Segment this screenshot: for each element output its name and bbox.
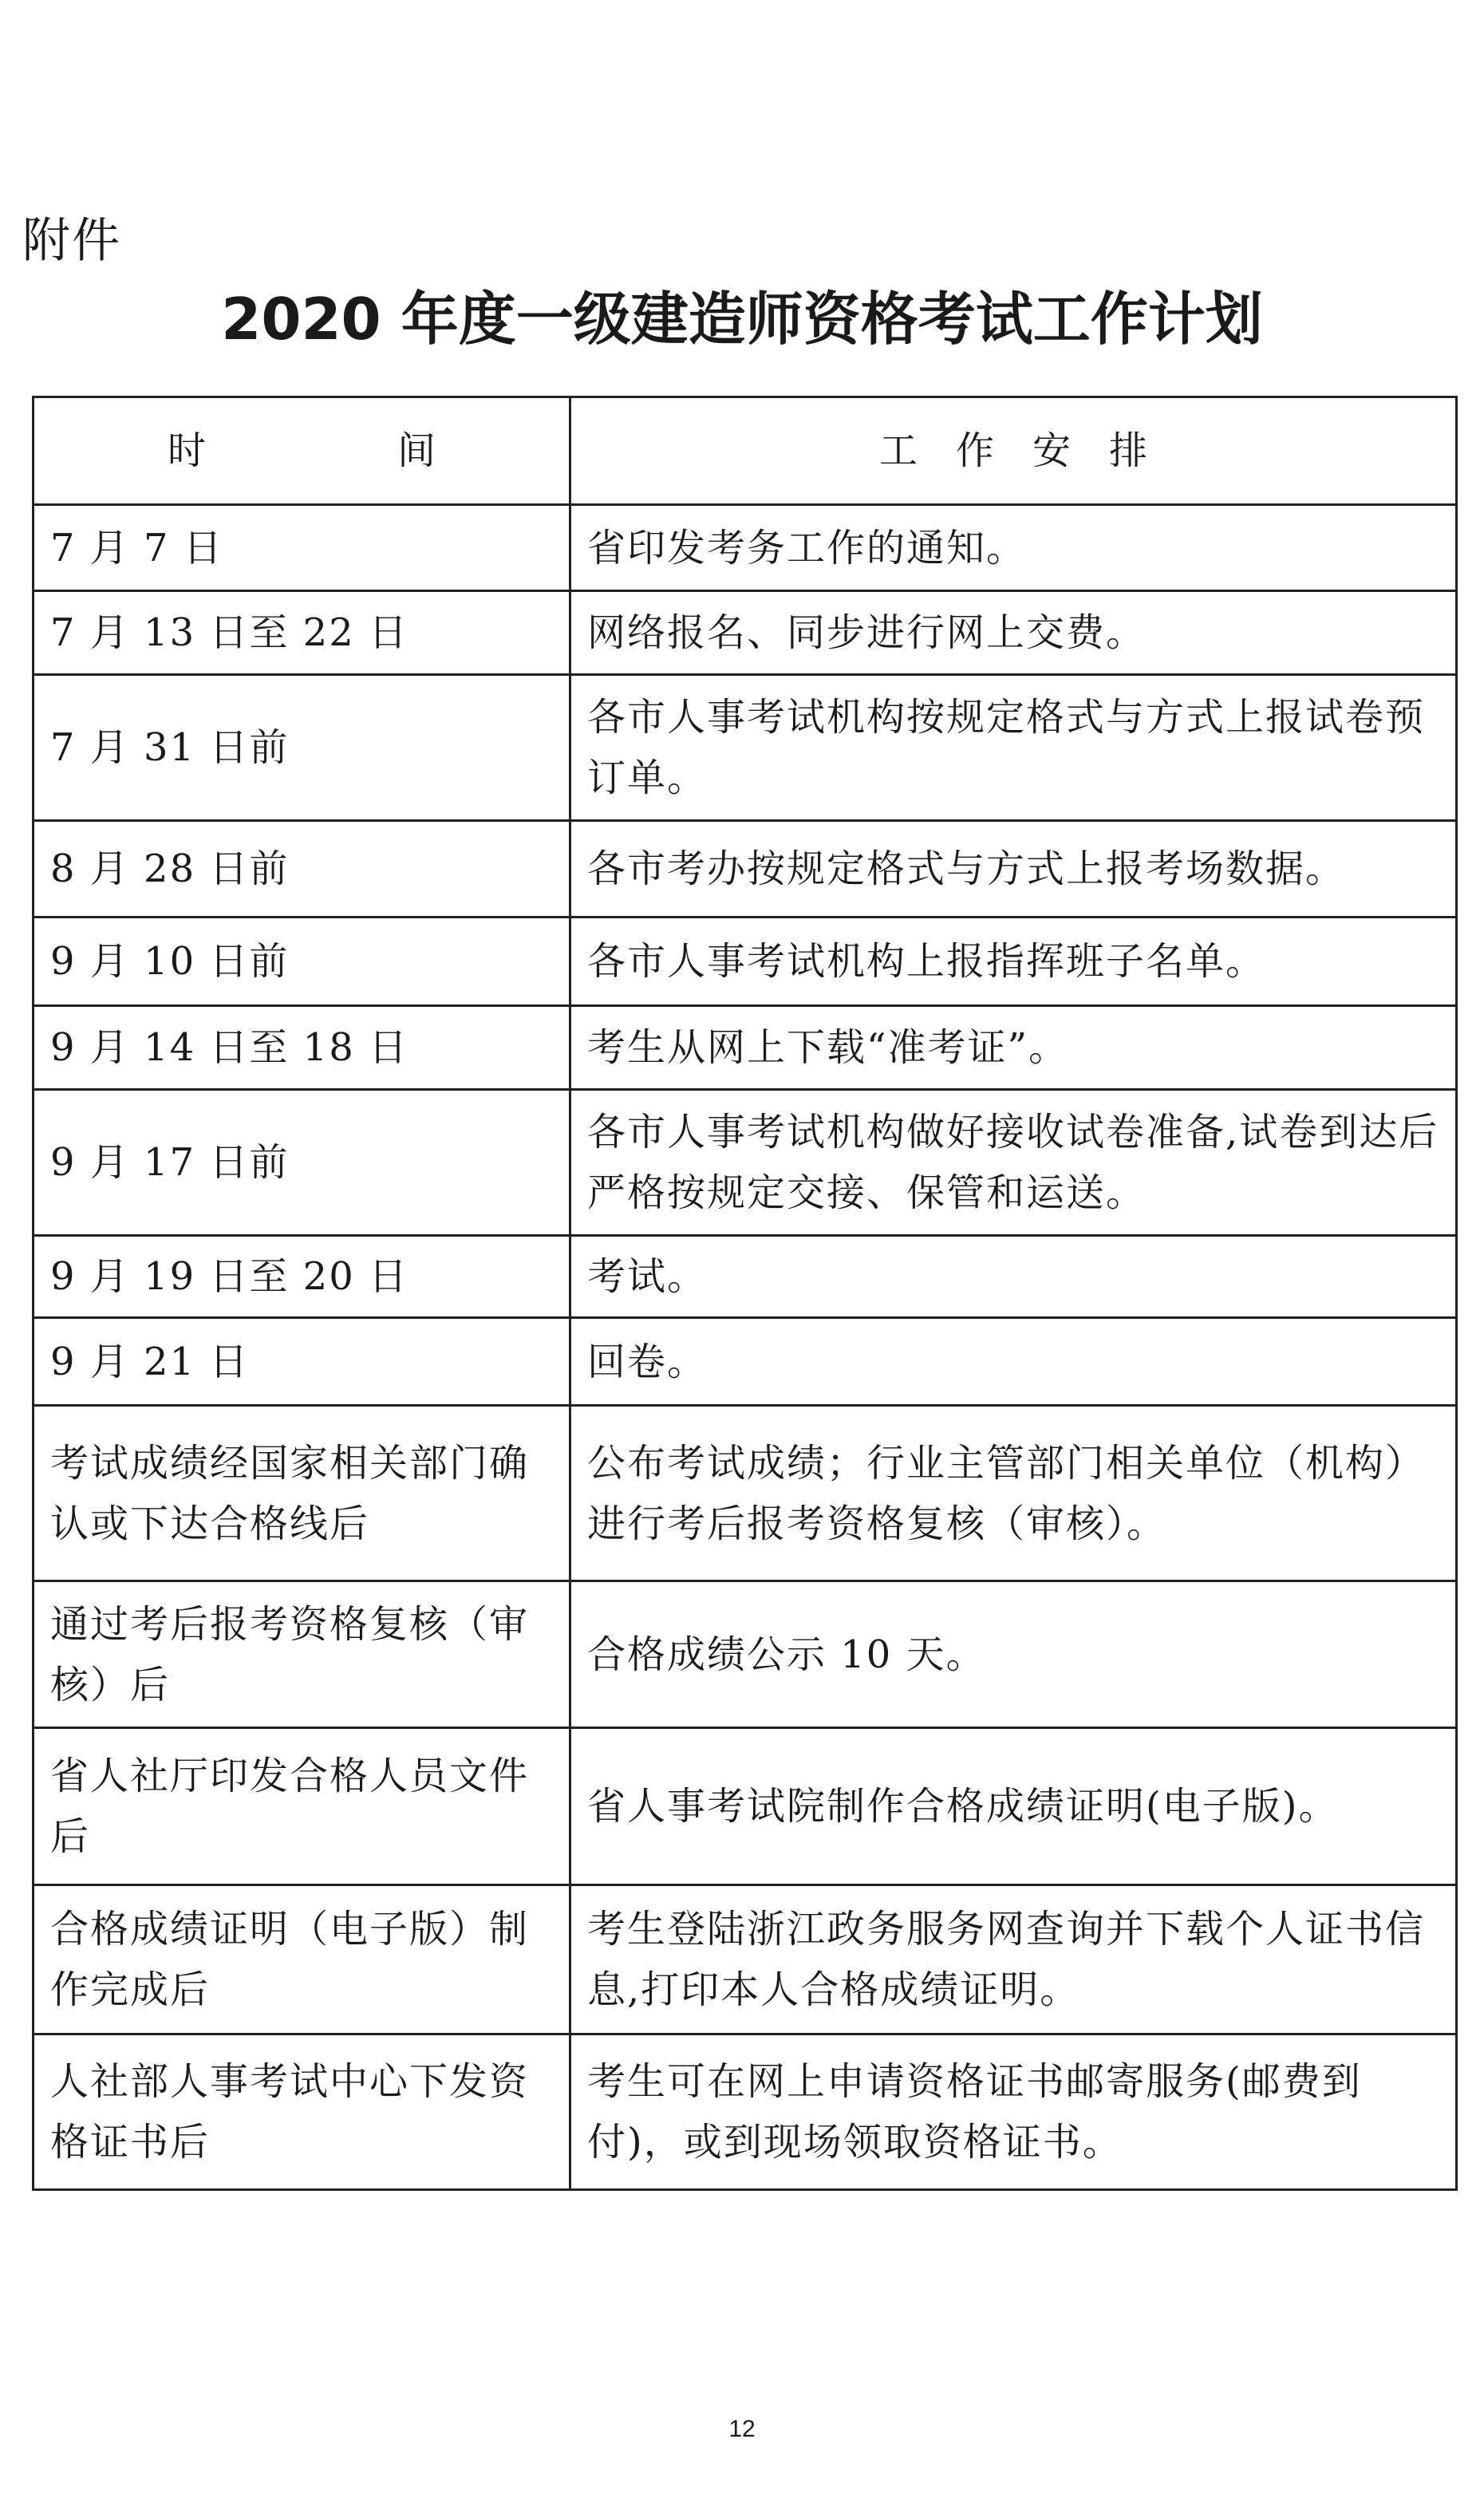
row-task: 公布考试成绩；行业主管部门相关单位（机构）进行考后报考资格复核（审核）。 — [570, 1406, 1457, 1581]
row-task: 网络报名、同步进行网上交费。 — [570, 591, 1457, 675]
table-row — [34, 675, 1457, 821]
row-time: 通过考后报考资格复核（审核）后 — [34, 1581, 570, 1728]
row-task: 考生可在网上申请资格证书邮寄服务(邮费到付)，或到现场领取资格证书。 — [570, 2034, 1457, 2190]
row-task: 考试。 — [570, 1236, 1457, 1318]
row-task: 省印发考务工作的通知。 — [570, 505, 1457, 591]
header-task: 工 作 安 排 — [570, 397, 1457, 505]
row-task: 省人事考试院制作合格成绩证明(电子版)。 — [570, 1728, 1457, 1885]
table-row — [34, 1318, 1457, 1406]
row-time: 合格成绩证明（电子版）制作完成后 — [34, 1885, 570, 2034]
table-row — [34, 1885, 1457, 2034]
row-time: 省人社厅印发合格人员文件后 — [34, 1728, 570, 1885]
row-task: 考生从网上下载“准考证”。 — [570, 1006, 1457, 1090]
document-title: 2020 年度一级建造师资格考试工作计划 — [221, 286, 1263, 353]
row-task: 回卷。 — [570, 1318, 1457, 1406]
table-row — [34, 918, 1457, 1006]
row-time: 人社部人事考试中心下发资格证书后 — [34, 2034, 570, 2190]
row-time: 9 月 21 日 — [34, 1318, 570, 1406]
row-time: 7 月 31 日前 — [34, 675, 570, 821]
table-row — [34, 821, 1457, 918]
row-time: 9 月 17 日前 — [34, 1090, 570, 1236]
row-task: 各市考办按规定格式与方式上报考场数据。 — [570, 821, 1457, 918]
row-time: 9 月 10 日前 — [34, 918, 570, 1006]
row-task: 各市人事考试机构做好接收试卷准备,试卷到达后严格按规定交接、保管和运送。 — [570, 1090, 1457, 1236]
row-time: 9 月 19 日至 20 日 — [34, 1236, 570, 1318]
table-header-row — [34, 397, 1457, 505]
table-row — [34, 591, 1457, 675]
work-plan-table — [32, 396, 1458, 2191]
table-row — [34, 1581, 1457, 1728]
row-task: 各市人事考试机构上报指挥班子名单。 — [570, 918, 1457, 1006]
row-time: 8 月 28 日前 — [34, 821, 570, 918]
table-row — [34, 1728, 1457, 1885]
row-task: 合格成绩公示 10 天。 — [570, 1581, 1457, 1728]
page-number: 12 — [728, 2416, 756, 2442]
table-row — [34, 1236, 1457, 1318]
row-time: 9 月 14 日至 18 日 — [34, 1006, 570, 1090]
header-time: 时 间 — [34, 397, 570, 505]
table-row — [34, 505, 1457, 591]
attachment-label: 附件 — [22, 213, 121, 269]
table-row — [34, 1090, 1457, 1236]
row-task: 各市人事考试机构按规定格式与方式上报试卷预订单。 — [570, 675, 1457, 821]
table-row — [34, 2034, 1457, 2190]
row-time: 考试成绩经国家相关部门确认或下达合格线后 — [34, 1406, 570, 1581]
row-task: 考生登陆浙江政务服务网查询并下载个人证书信息,打印本人合格成绩证明。 — [570, 1885, 1457, 2034]
row-time: 7 月 7 日 — [34, 505, 570, 591]
table-row — [34, 1006, 1457, 1090]
row-time: 7 月 13 日至 22 日 — [34, 591, 570, 675]
table-row — [34, 1406, 1457, 1581]
